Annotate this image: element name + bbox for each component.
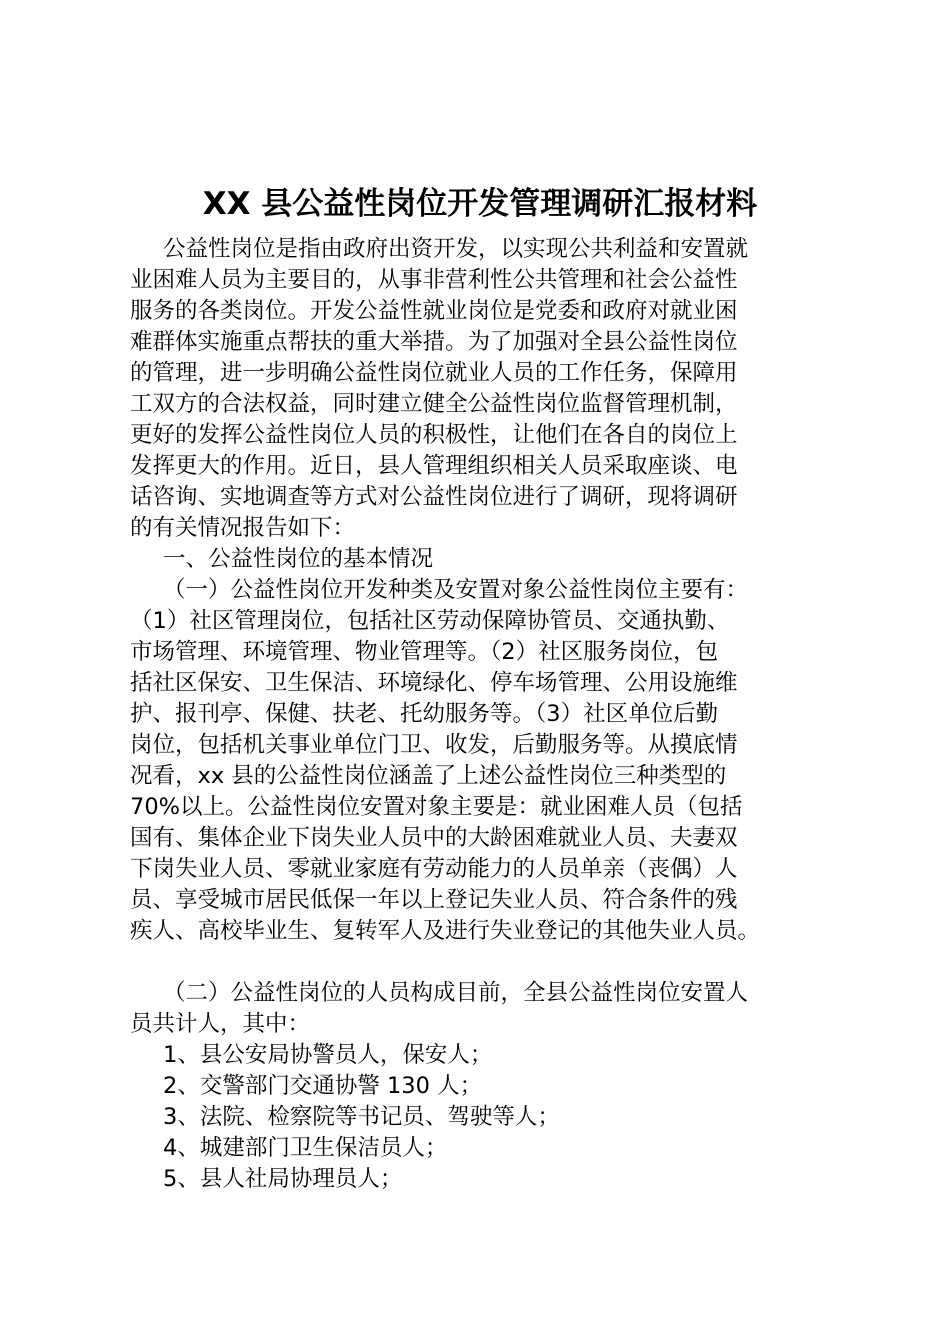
paragraph-line: 难群体实施重点帮扶的重大举措。为了加强对全县公益性岗位 bbox=[130, 329, 738, 355]
paragraph-line: 护、报刊亭、保健、扶老、托幼服务等。（3）社区单位后勤 bbox=[130, 701, 719, 727]
paragraph-line: 的有关情况报告如下： bbox=[130, 515, 356, 541]
paragraph-line: 服务的各类岗位。开发公益性就业岗位是党委和政府对就业困 bbox=[130, 298, 738, 324]
paragraph-line: 更好的发挥公益性岗位人员的积极性，让他们在各自的岗位上 bbox=[130, 422, 738, 448]
paragraph-line: 疾人、高校毕业生、复转军人及进行失业登记的其他失业人员。 bbox=[130, 918, 761, 944]
list-item: 5、县人社局协理员人； bbox=[163, 1166, 403, 1192]
paragraph-line: 公益性岗位是指由政府出资开发，以实现公共利益和安置就 bbox=[163, 236, 749, 262]
list-item: 1、县公安局协警员人，保安人； bbox=[163, 1042, 493, 1068]
list-item: 2、交警部门交通协警 130 人； bbox=[163, 1073, 483, 1099]
paragraph-line: 业困难人员为主要目的，从事非营利性公共管理和社会公益性 bbox=[130, 267, 738, 293]
paragraph-line: （1）社区管理岗位，包括社区劳动保障协管员、交通执勤、 bbox=[130, 608, 730, 634]
paragraph-line: 市场管理、环境管理、物业管理等。（2）社区服务岗位，包 bbox=[130, 639, 719, 665]
paragraph-line: 的管理，进一步明确公益性岗位就业人员的工作任务，保障用 bbox=[130, 360, 738, 386]
list-item: 4、城建部门卫生保洁员人； bbox=[163, 1135, 448, 1161]
paragraph-line: 工双方的合法权益，同时建立健全公益性岗位监督管理机制， bbox=[130, 391, 738, 417]
paragraph-line: 70%以上。公益性岗位安置对象主要是：就业困难人员（包括 bbox=[130, 794, 743, 820]
paragraph-line: 况看，xx 县的公益性岗位涵盖了上述公益性岗位三种类型的 bbox=[130, 763, 727, 789]
paragraph-line: 下岗失业人员、零就业家庭有劳动能力的人员单亲（丧偶）人 bbox=[130, 856, 738, 882]
section-heading: 一、公益性岗位的基本情况 bbox=[163, 546, 434, 572]
paragraph-line: 国有、集体企业下岗失业人员中的大龄困难就业人员、夫妻双 bbox=[130, 825, 738, 851]
paragraph-line: 话咨询、实地调查等方式对公益性岗位进行了调研，现将调研 bbox=[130, 484, 738, 510]
paragraph-line: 括社区保安、卫生保洁、环境绿化、停车场管理、公用设施维 bbox=[130, 670, 738, 696]
paragraph-line: 员、享受城市居民低保一年以上登记失业人员、符合条件的残 bbox=[130, 887, 738, 913]
paragraph-line: （二）公益性岗位的人员构成目前，全县公益性岗位安置人 bbox=[163, 980, 749, 1006]
paragraph-line: （一）公益性岗位开发种类及安置对象公益性岗位主要有： bbox=[163, 577, 749, 603]
paragraph-line: 岗位，包括机关事业单位门卫、收发，后勤服务等。从摸底情 bbox=[130, 732, 738, 758]
paragraph-line: 员共计人，其中： bbox=[130, 1011, 311, 1037]
document-title: XX 县公益性岗位开发管理调研汇报材料 bbox=[202, 186, 758, 222]
list-item: 3、法院、检察院等书记员、驾驶等人； bbox=[163, 1104, 560, 1130]
paragraph-line: 发挥更大的作用。近日，县人管理组织相关人员采取座谈、电 bbox=[130, 453, 738, 479]
